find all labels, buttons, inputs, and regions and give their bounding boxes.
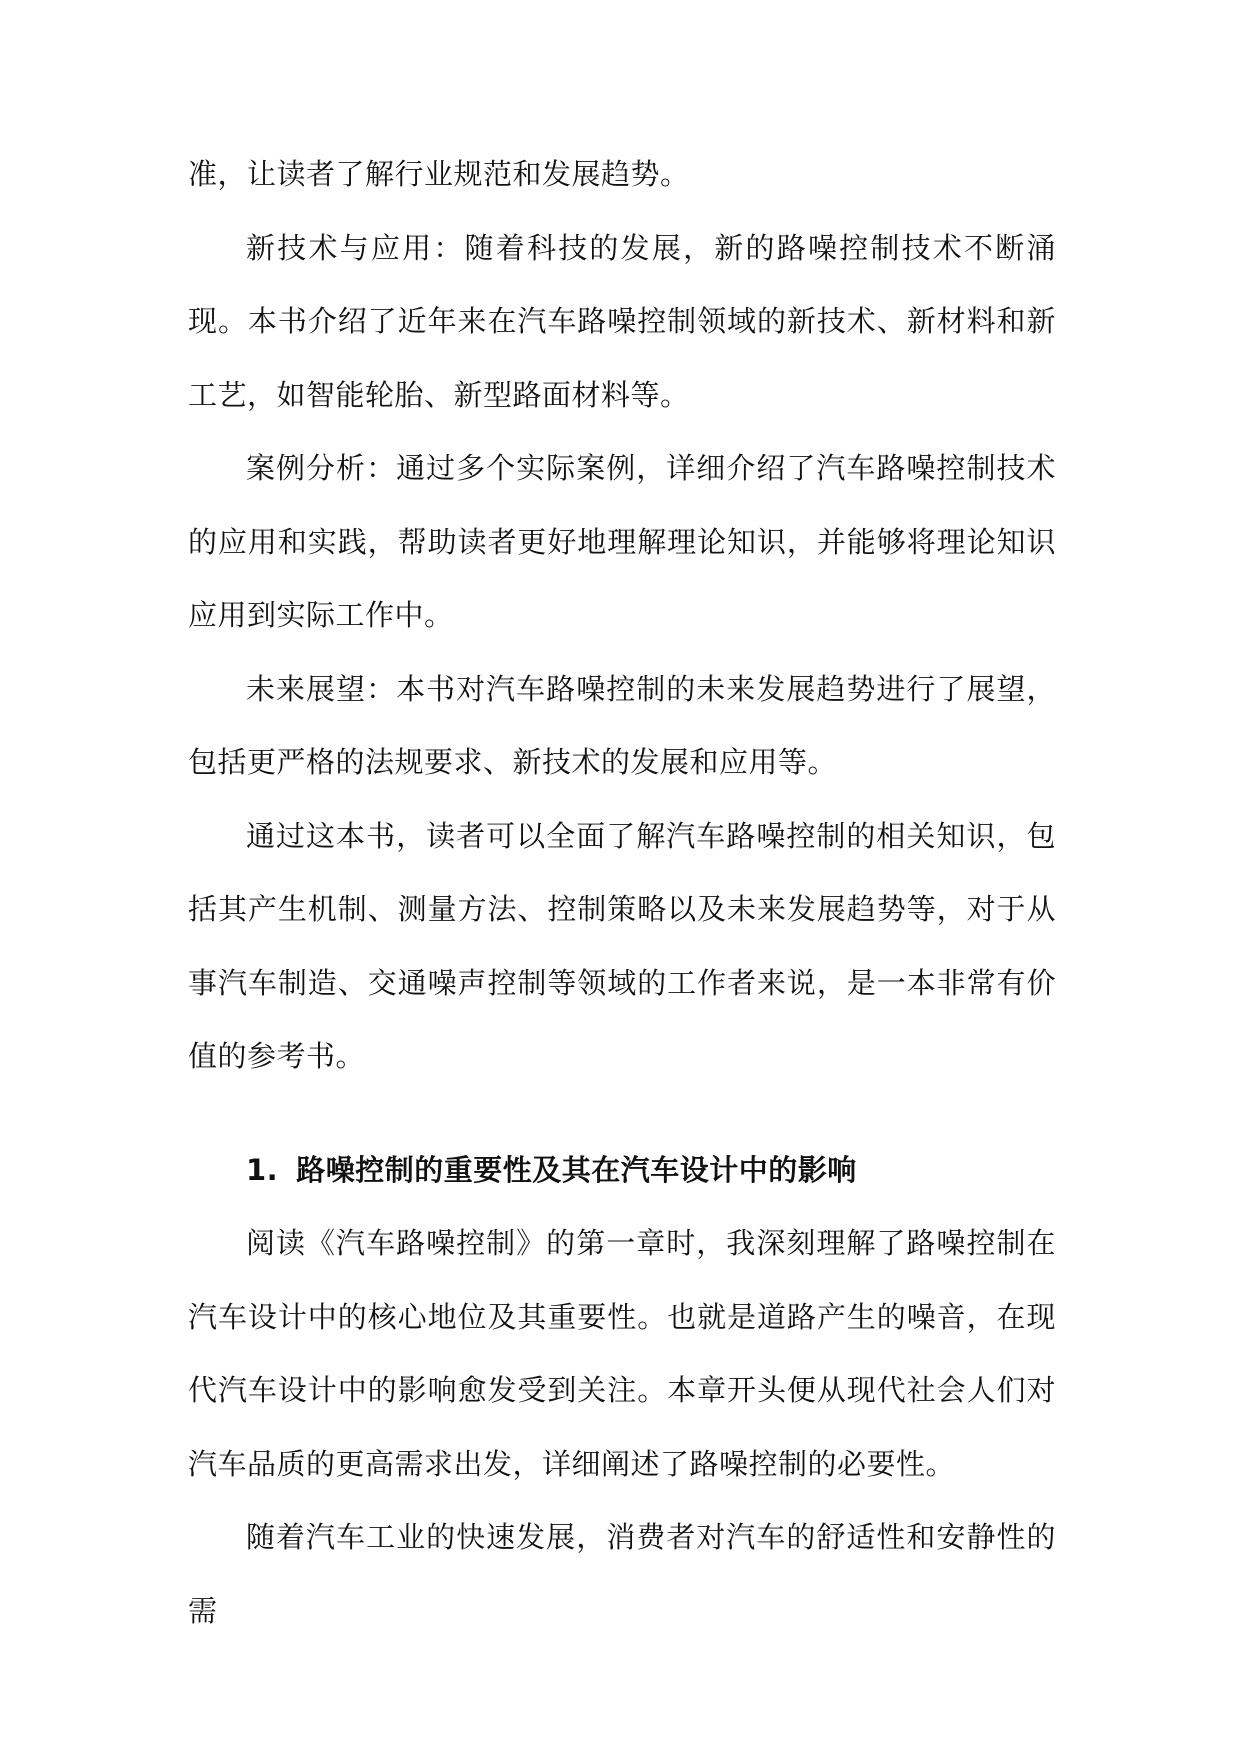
paragraph-new-technology: 新技术与应用：随着科技的发展，新的路噪控制技术不断涌现。本书介绍了近年来在汽车路噪控制领域的新技术、新材料和新工艺，如智能轮胎、新型路面材料等。 [188,230,1056,412]
paragraph-book-summary: 通过这本书，读者可以全面了解汽车路噪控制的相关知识，包括其产生机制、测量方法、控制策略以及未来发展趋势等，对于从事汽车制造、交通噪声控制等领域的工作者来说，是一本非常有价值的参考书。 [188,818,1056,1073]
section-number: 1. [246,1152,279,1187]
section-title: 路噪控制的重要性及其在汽车设计中的影响 [296,1152,857,1187]
section-spacing [188,1094,1056,1134]
paragraph-standards-continuation: 准，让读者了解行业规范和发展趋势。 [188,157,690,191]
paragraph-case-analysis: 案例分析：通过多个实际案例，详细介绍了汽车路噪控制技术的应用和实践，帮助读者更好地理解理论知识，并能够将理论知识应用到实际工作中。 [188,451,1056,632]
paragraph-future-outlook: 未来展望：本书对汽车路噪控制的未来发展趋势进行了展望，包括更严格的法规要求、新技术的发展和应用等。 [188,671,1056,779]
paragraph-industry-development: 随着汽车工业的快速发展，消费者对汽车的舒适性和安静性的需 [188,1520,1056,1628]
section-heading [188,1134,1056,1208]
paragraph-chapter-one-reading: 阅读《汽车路噪控制》的第一章时，我深刻理解了路噪控制在汽车设计中的核心地位及其重要性。也就是道路产生的噪音，在现代汽车设计中的影响愈发受到关注。本章开头便从现代社会人们对汽车品质的更高需求出发，详细阐述了路噪控制的必要性。 [188,1226,1056,1481]
page-content [188,138,1056,1648]
